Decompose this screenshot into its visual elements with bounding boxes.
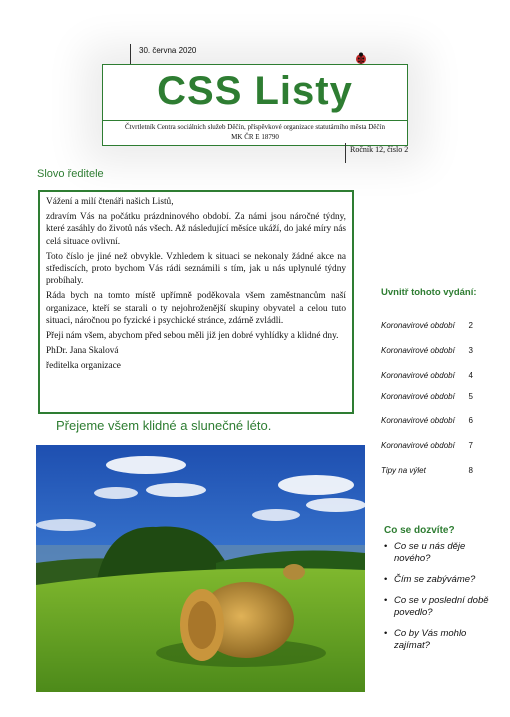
- toc-item[interactable]: [381, 346, 473, 355]
- toc-title: Uvnitř tohoto vydání:: [381, 287, 477, 298]
- toc-item-label: Koronavirové období: [381, 321, 455, 330]
- letter-role: ředitelka organizace: [46, 361, 121, 372]
- issue-rule: [345, 143, 346, 163]
- toc-item-label: Tipy na výlet: [381, 466, 426, 475]
- toc-item-label: Koronavirové období: [381, 392, 455, 401]
- toc-item-page: 5: [468, 392, 473, 401]
- masthead-divider: [103, 120, 407, 121]
- letter-paragraph: Toto číslo je jiné než obvykle. Vzhledem k situaci se nekonaly žádné akce na střediscích, proto bychom Vás rádi seznámili s tím, jak u nás uplynulé týdny probíhaly.: [46, 251, 346, 287]
- toc-item-label: Koronavirové období: [381, 346, 455, 355]
- toc-item-page: 4: [468, 371, 473, 380]
- letter-paragraph: Vážení a milí čtenáři našich Listů,: [46, 197, 174, 207]
- toc-item-label: Koronavirové období: [381, 371, 455, 380]
- issue-date: 30. června 2020: [139, 46, 197, 55]
- letter-paragraph: zdravím Vás na počátku prázdninového období. Za námi jsou náročné týdny, které zasáhly do životů nás všech. Až následující měsíce ukáží, do jaké míry nás celá situace ovlivní.: [46, 212, 346, 247]
- summer-wish: Přejeme všem klidné a slunečné léto.: [56, 418, 272, 433]
- letter-paragraph: Přeji nám všem, abychom před sebou měli již jen dobré vyhlídky a klidné dny.: [46, 331, 339, 342]
- date-rule: [130, 44, 131, 64]
- ladybug-icon: [354, 51, 368, 65]
- letter-paragraph: Ráda bych na tomto místě upřímně poděkovala všem zaměstnancům naší organizace, kteří se starali o ty nejohroženější skupiny obyvatel a celou tuto situaci, náročnou po fyzické i psychické stránce, zdárně zvládli.: [46, 291, 346, 326]
- registration-number: MK ČR E 18790: [231, 133, 279, 141]
- toc-item[interactable]: [381, 441, 473, 450]
- letter-signature: PhDr. Jana Skalová: [46, 346, 119, 357]
- toc-item-label: Koronavirové období: [381, 441, 455, 450]
- issue-number: Ročník 12, číslo 2: [350, 145, 409, 154]
- hay-bale-photo: [36, 445, 365, 692]
- list-item: • Co by Vás mohlo zajímat?: [384, 628, 494, 652]
- dozvite-title: Co se dozvíte?: [384, 525, 455, 536]
- masthead: [102, 64, 408, 146]
- toc-item-page: 3: [468, 346, 473, 355]
- toc-item[interactable]: [381, 371, 473, 380]
- toc-item-page: 7: [468, 441, 473, 450]
- toc-item[interactable]: [381, 416, 473, 425]
- toc-item[interactable]: [381, 392, 473, 401]
- director-letter: [38, 190, 354, 414]
- toc-item-page: 6: [468, 416, 473, 425]
- toc-item-label: Koronavirové období: [381, 416, 455, 425]
- toc-item-page: 8: [468, 466, 473, 475]
- toc-item-page: 2: [468, 321, 473, 330]
- letter-section-title: Slovo ředitele: [37, 168, 104, 180]
- toc-item[interactable]: [381, 321, 473, 330]
- toc-item[interactable]: [381, 466, 473, 475]
- list-item: • Co se u nás děje nového?: [384, 541, 494, 565]
- list-item: • Co se v poslední době povedlo?: [384, 595, 494, 619]
- dozvite-list: [384, 541, 494, 661]
- publisher-line: Čtvrtletník Centra sociálních služeb Děčín, příspěvkové organizace statutárního města Děčín: [125, 123, 385, 131]
- list-item: • Čím se zabýváme?: [384, 574, 494, 586]
- newsletter-title: CSS Listy: [157, 69, 353, 113]
